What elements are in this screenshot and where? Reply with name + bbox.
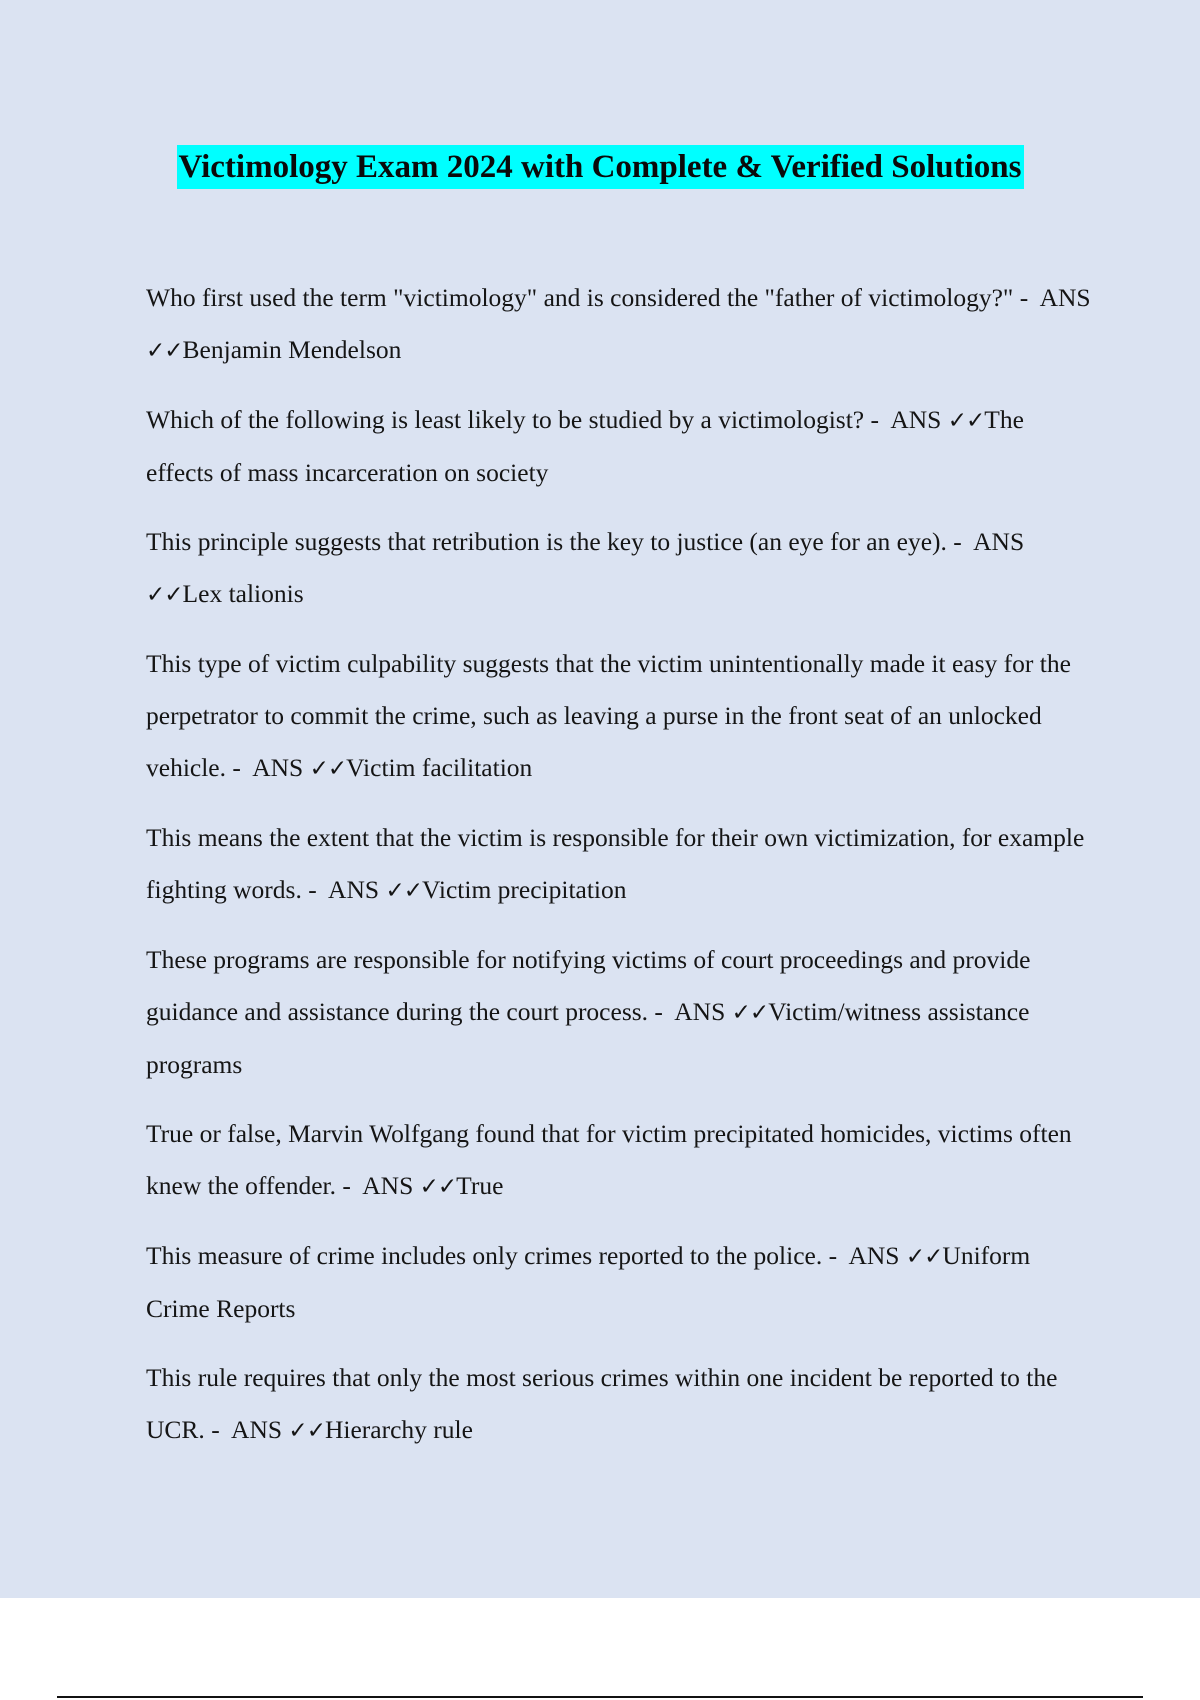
ans-label: ANS	[252, 753, 310, 782]
answer-text: Victim precipitation	[421, 875, 627, 904]
document-title: Victimology Exam 2024 with Complete & Verified Solutions	[177, 145, 1024, 189]
double-check-icon: ✓✓	[309, 756, 347, 782]
question-text: This principle suggests that retribution is the key to justice (an eye for an eye).	[146, 527, 947, 556]
ans-label: ANS	[973, 527, 1025, 556]
answer-text: Victim/witness assistance programs	[146, 997, 1030, 1079]
qa-item	[146, 1352, 1092, 1457]
qa-item	[146, 516, 1092, 621]
question-text: This measure of crime includes only crimes reported to the police.	[146, 1241, 823, 1270]
separator: -	[946, 527, 974, 556]
ans-label: ANS	[231, 1415, 289, 1444]
question-text: Who first used the term "victimology" and is considered the "father of victimology?"	[146, 283, 1014, 312]
footer-rule	[57, 1696, 1143, 1698]
ans-label: ANS	[362, 1171, 420, 1200]
separator: -	[336, 1171, 363, 1200]
qa-list	[146, 272, 1092, 1474]
question-text: This rule requires that only the most serious crimes within one incident be reported to the UCR.	[146, 1363, 1058, 1444]
qa-item	[146, 1230, 1092, 1335]
ans-label: ANS	[848, 1241, 906, 1270]
separator: -	[1013, 283, 1040, 312]
double-check-icon: ✓✓	[146, 582, 183, 608]
separator: -	[301, 875, 329, 904]
separator: -	[226, 753, 253, 782]
answer-text: The effects of mass incarceration on society	[146, 405, 1024, 487]
question-text: This means the extent that the victim is responsible for their own victimization, for example fighting words.	[146, 823, 1085, 904]
answer-text: Uniform Crime Reports	[146, 1241, 1031, 1323]
answer-text: Lex talionis	[182, 579, 304, 608]
answer-text: True	[456, 1171, 504, 1200]
separator: -	[648, 997, 675, 1026]
separator: -	[822, 1241, 849, 1270]
answer-text: Victim facilitation	[346, 753, 533, 782]
qa-item	[146, 1108, 1092, 1213]
double-check-icon: ✓✓	[385, 878, 422, 904]
title-container	[0, 145, 1200, 189]
question-text: Which of the following is least likely to be studied by a victimologist?	[146, 405, 865, 434]
qa-item	[146, 394, 1092, 499]
answer-text: Hierarchy rule	[324, 1415, 473, 1444]
double-check-icon: ✓✓	[288, 1418, 325, 1444]
double-check-icon: ✓✓	[419, 1174, 457, 1200]
double-check-icon: ✓✓	[905, 1244, 943, 1270]
qa-item	[146, 272, 1092, 377]
ans-label: ANS	[1039, 283, 1091, 312]
double-check-icon: ✓✓	[731, 1000, 769, 1026]
separator: -	[204, 1415, 232, 1444]
question-text: True or false, Marvin Wolfgang found that for victim precipitated homicides, victims often knew the offender.	[146, 1119, 1072, 1200]
qa-item	[146, 934, 1092, 1091]
question-text: These programs are responsible for notifying victims of court proceedings and provide guidance and assistance during the court process.	[146, 945, 1031, 1026]
double-check-icon: ✓✓	[947, 408, 985, 434]
ans-label: ANS	[890, 405, 948, 434]
ans-label: ANS	[674, 997, 732, 1026]
separator: -	[864, 405, 891, 434]
qa-item	[146, 812, 1092, 917]
qa-item	[146, 638, 1092, 795]
answer-text: Benjamin Mendelson	[182, 335, 402, 364]
question-text: This type of victim culpability suggests that the victim unintentionally made it easy for the perpetrator to commit the crime, such as leaving a purse in the front seat of an unlocked vehicle.	[146, 649, 1071, 782]
double-check-icon: ✓✓	[146, 338, 183, 364]
ans-label: ANS	[328, 875, 386, 904]
